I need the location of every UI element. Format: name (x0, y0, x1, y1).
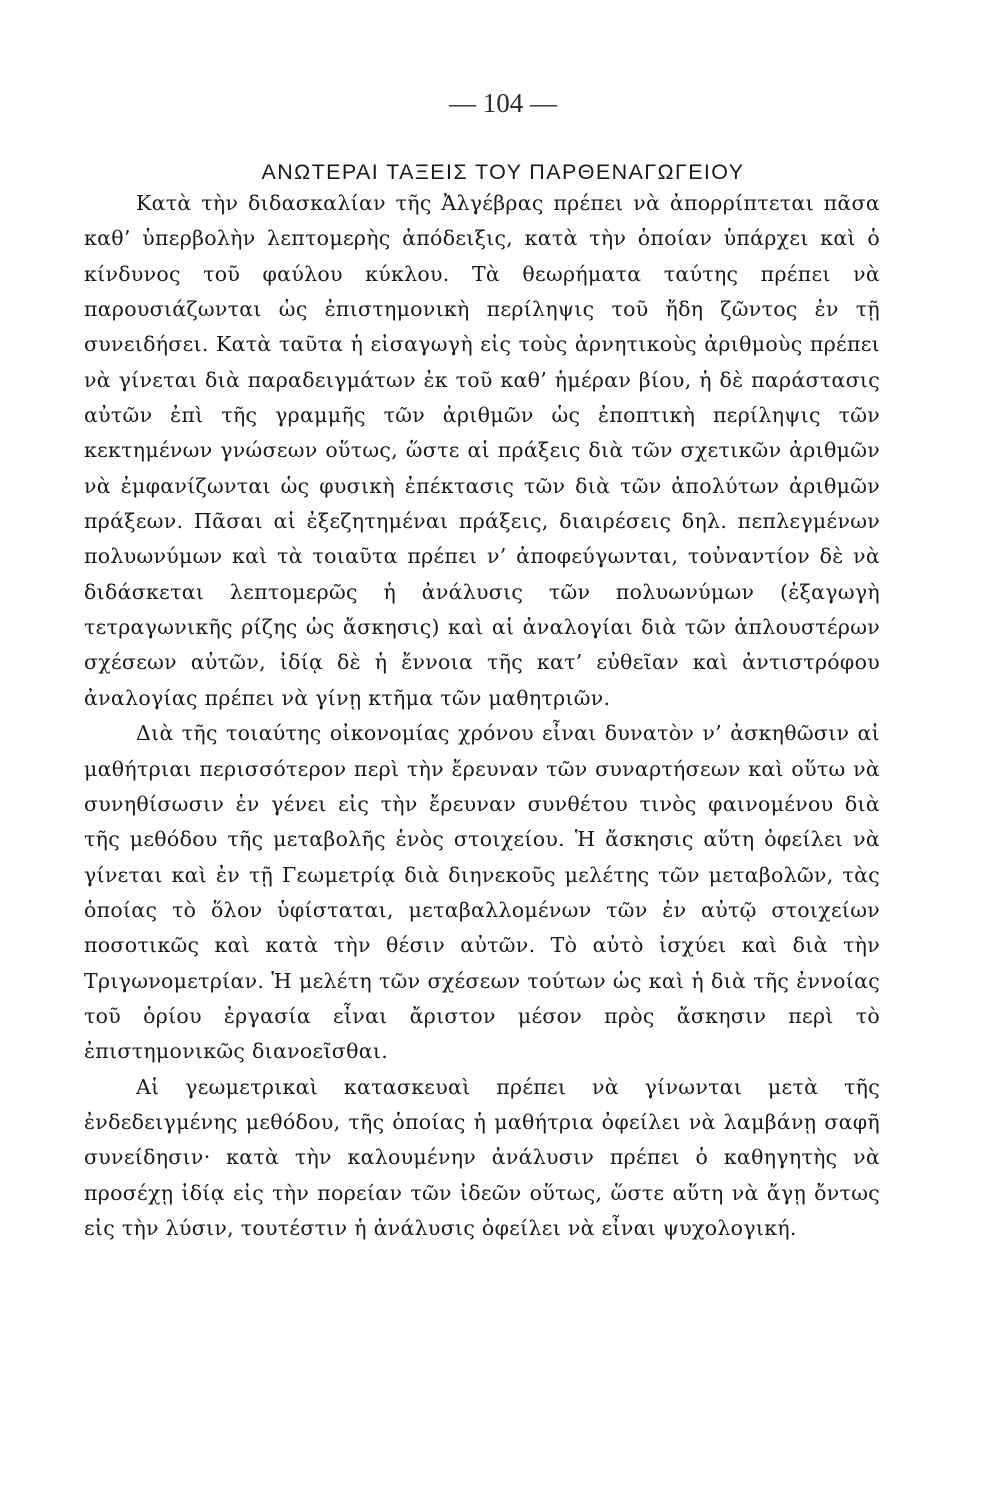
paragraph-constructions: Αἱ γεωμετρικαὶ κατασκευαὶ πρέπει νὰ γίνωνται μετὰ τῆς ἐνδεδειγμένης μεθόδου, τῆς ὁποίας ἡ μαθήτρια ὀφείλει νὰ λαμβάνῃ σαφῆ συνείδησιν· κατὰ τὴν καλουμένην ἀνάλυσιν πρέπει ὁ καθηγητὴς νὰ προσέχῃ ἰδίᾳ εἰς τὴν πορείαν τῶν ἰδεῶν οὕτως, ὥστε αὕτη νὰ ἄγῃ ὄντως εἰς τὴν λύσιν, τουτέστιν ἡ ἀνάλυσις ὀφείλει νὰ εἶναι ψυχολογική. (84, 1074, 880, 1240)
paragraph-functions: Διὰ τῆς τοιαύτης οἰκονομίας χρόνου εἶναι δυνατὸν ν’ ἀσκηθῶσιν αἱ μαθήτριαι περισσότερον περὶ τὴν ἔρευναν τῶν συναρτήσεων καὶ οὕτω νὰ συνηθίσωσιν ἐν γένει εἰς τὴν ἔρευναν συνθέτου τινὸς φαινομένου διὰ τῆς μεθόδου τῆς μεταβολῆς ἑνὸς στοιχείου. Ἡ ἄσκησις αὕτη ὀφείλει νὰ γίνεται καὶ ἐν τῇ Γεωμετρίᾳ διὰ διηνεκοῦς μελέτης τῶν μεταβολῶν, τὰς ὁποίας τὸ ὅλον ὑφίσταται, μεταβαλλομένων τῶν ἐν αὐτῷ στοιχείων ποσοτικῶς καὶ κατὰ τὴν θέσιν αὐτῶν. Τὸ αὐτὸ ἰσχύει καὶ διὰ τὴν Τριγωνομετρίαν. Ἡ μελέτη τῶν σχέσεων τούτων ὡς καὶ ἡ διὰ τῆς ἐννοίας τοῦ ὁρίου ἐργασία εἶναι ἄριστον μέσον πρὸς ἄσκησιν περὶ τὸ ἐπιστημονικῶς διανοεῖσθαι. (84, 721, 880, 1064)
page-number: — 104 — (449, 88, 557, 118)
paragraph-algebra: Κατὰ τὴν διδασκαλίαν τῆς Ἀλγέβρας πρέπει νὰ ἀπορρίπτεται πᾶσα καθ’ ὑπερβολὴν λεπτομερὴς ἀπόδειξις, κατὰ τὴν ὁποίαν ὑπάρχει καὶ ὁ κίνδυνος τοῦ φαύλου κύκλου. Τὰ θεωρήματα ταύτης πρέπει νὰ παρουσιάζωνται ὡς ἐπιστημονικὴ περίληψις τοῦ ἤδη ζῶντος ἐν τῇ συνειδήσει. Κατὰ ταῦτα ἡ εἰσαγωγὴ εἰς τοὺς ἀρνητικοὺς ἀριθμοὺς πρέπει νὰ γίνεται διὰ παραδειγμάτων ἐκ τοῦ καθ’ ἡμέραν βίου, ἡ δὲ παράστασις αὐτῶν ἐπὶ τῆς γραμμῆς τῶν ἀριθμῶν ὡς ἐποπτικὴ περίληψις τῶν κεκτημένων γνώσεων οὕτως, ὥστε αἱ πράξεις διὰ τῶν σχετικῶν ἀριθμῶν νὰ ἐμφανίζωνται ὡς φυσικὴ ἐπέκτασις τῶν διὰ τῶν ἀπολύτων ἀριθμῶν πράξεων. Πᾶσαι αἱ ἐξεζητημέναι πράξεις, διαιρέσεις δηλ. πεπλεγμένων πολυωνύμων καὶ τὰ τοιαῦτα πρέπει ν’ ἀποφεύγωνται, τοὐναντίον δὲ νὰ διδάσκεται λεπτομερῶς ἡ ἀνάλυσις τῶν πολυωνύμων (ἐξαγωγὴ τετραγωνικῆς ρίζης ὡς ἄσκησις) καὶ αἱ ἀναλογίαι διὰ τῶν ἁπλουστέρων σχέσεων αὐτῶν, ἰδίᾳ δὲ ἡ ἔννοια τῆς κατ’ εὐθεῖαν καὶ ἀντιστρόφου ἀναλογίας πρέπει νὰ γίνῃ κτῆμα τῶν μαθητριῶν. (84, 191, 880, 710)
body-text (84, 186, 880, 1246)
section-heading: ΑΝΩΤΕΡΑΙ ΤΑΞΕΙΣ ΤΟΥ ΠΑΡΘΕΝΑΓΩΓΕΙΟΥ (261, 160, 745, 184)
